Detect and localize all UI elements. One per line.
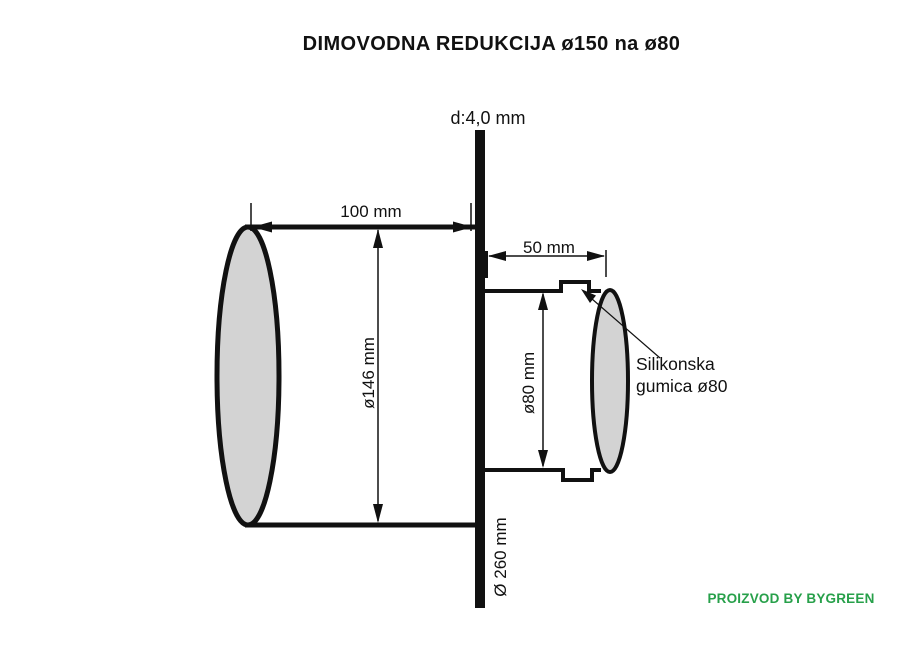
small-pipe-length-label: 50 mm — [523, 238, 575, 257]
plate-diameter-label: Ø 260 mm — [491, 517, 510, 597]
drawing-title: DIMOVODNA REDUKCIJA ø150 na ø80 — [302, 33, 681, 55]
large-pipe-end-ellipse — [217, 227, 279, 525]
gasket-annotation-line1: Silikonska — [636, 354, 715, 374]
small-pipe-collar — [484, 251, 488, 278]
plate-thickness-label: d:4,0 mm — [450, 108, 526, 128]
small-pipe-top-line — [485, 282, 601, 291]
small-pipe-diameter-label: ø80 mm — [519, 351, 538, 415]
arrowhead-80-bottom — [538, 450, 548, 468]
gasket-annotation — [636, 353, 776, 397]
large-pipe-diameter-label: ø146 mm — [359, 337, 378, 409]
arrowhead-146-bottom — [373, 504, 383, 523]
gasket-annotation-line2: gumica ø80 — [636, 376, 728, 396]
small-pipe-bottom-line — [485, 470, 601, 480]
mounting-plate — [475, 130, 485, 608]
manufacturer-credit: PROIZVOD BY BYGREEN — [707, 591, 875, 606]
small-pipe-end-ellipse — [592, 290, 628, 472]
arrowhead-146-top — [373, 229, 383, 248]
large-pipe-length-label: 100 mm — [340, 202, 402, 221]
arrowhead-80-top — [538, 292, 548, 310]
arrowhead-100-right — [453, 222, 473, 233]
